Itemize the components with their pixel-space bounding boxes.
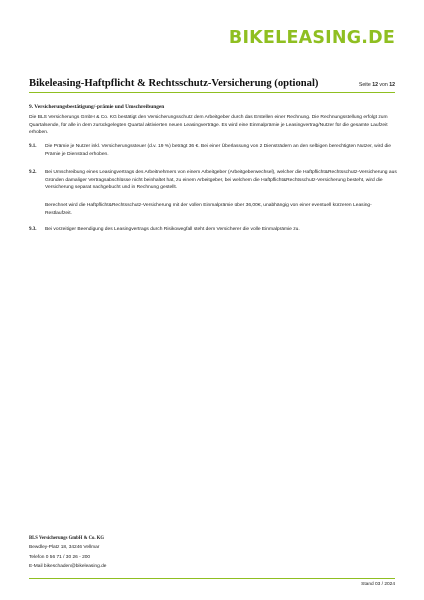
clause-text-extra: Berechnet wird die Haftpflicht&Rechtsschutz-Versicherung mit der vollen Einmalprämie über 36,00€, unabhängig von einer eventuell kürzeren Leasing-Restlaufzeit. [45, 203, 372, 216]
page-current: 12 [372, 82, 378, 88]
footer-email: E-Mail bikeschaden@bikeleasing.de [29, 564, 107, 569]
header-divider [29, 92, 395, 93]
footer-divider [29, 578, 395, 579]
footer-company: BLS Versicherungs GmbH & Co. KG [29, 536, 105, 541]
clause-number: 9.1. [29, 144, 37, 149]
page-prefix: Seite [358, 82, 373, 88]
bikeleasing-logo: BIKELEASING.DE [228, 28, 395, 48]
document-version: Stand 03 / 2024 [361, 582, 395, 587]
clause-text: Die Prämie je Nutzer inkl. Versicherungssteuer (d.v. 19 %) beträgt 36 €. Bei einer Überlassung von 2 Diensträdern an den selbigen berechtigten Nutzer, wird die Prämie je Dienstrad erhoben. [45, 144, 391, 157]
footer-phone: Telefon 0 56 71 / 30 26 - 200 [29, 555, 91, 560]
clause-item [29, 226, 397, 234]
clause-text: Bei Umschreibung eines Leasingvertrags des Arbeitnehmers von einem Arbeitgeber (Arbeitgeberwechsel), welcher die Haftpflicht&Rechtsschutz-Versicherung aus Gründen damaliger Vertragsabschlüsse nicht beinhaltet hat, zu einem Arbeitgeber, bei welchem die Haftpflicht&Rechtsschutz-Versicherung besteht, wird die Versicherung separat nachgebucht und in Rechnung gestellt. [45, 170, 397, 190]
section-intro: Die BLS Versicherungs GmbH & Co. KG bestätigt den Versicherungsschutz dem Arbeitgeber durch das Erstellen einer Rechnung. Die Rechnungsstellung erfolgt zum Quartalsende, für alle in dem zurückgelegten Quartal aktivierten neuen Leasingverträge. Es wird eine Einmalprämie je Leasingvertrag/Nutzer für die gesamte Laufzeit erhoben. [29, 115, 388, 135]
footer-address: Bewdley-Platz 18, 34246 Vellmar [29, 545, 100, 550]
page-title: Bikeleasing-Haftpflicht & Rechtsschutz-Versicherung (optional) [29, 78, 319, 89]
section-heading: 9. Versicherungsbestätigung/-prämie und Umschreibungen [29, 104, 165, 110]
clause-number: 9.3. [29, 227, 37, 232]
page-indicator [359, 82, 395, 88]
clause-number: 9.2. [29, 170, 37, 175]
title-row [29, 78, 395, 89]
clause-item [29, 143, 397, 158]
page-total: 12 [389, 82, 395, 88]
clause-text: Bei vorzeitiger Beendigung des Leasingvertrags durch Risikowegfall steht dem Versicherer die volle Einmalprämie zu. [45, 227, 300, 232]
page-of: von [377, 82, 390, 88]
clause-item [29, 169, 397, 192]
